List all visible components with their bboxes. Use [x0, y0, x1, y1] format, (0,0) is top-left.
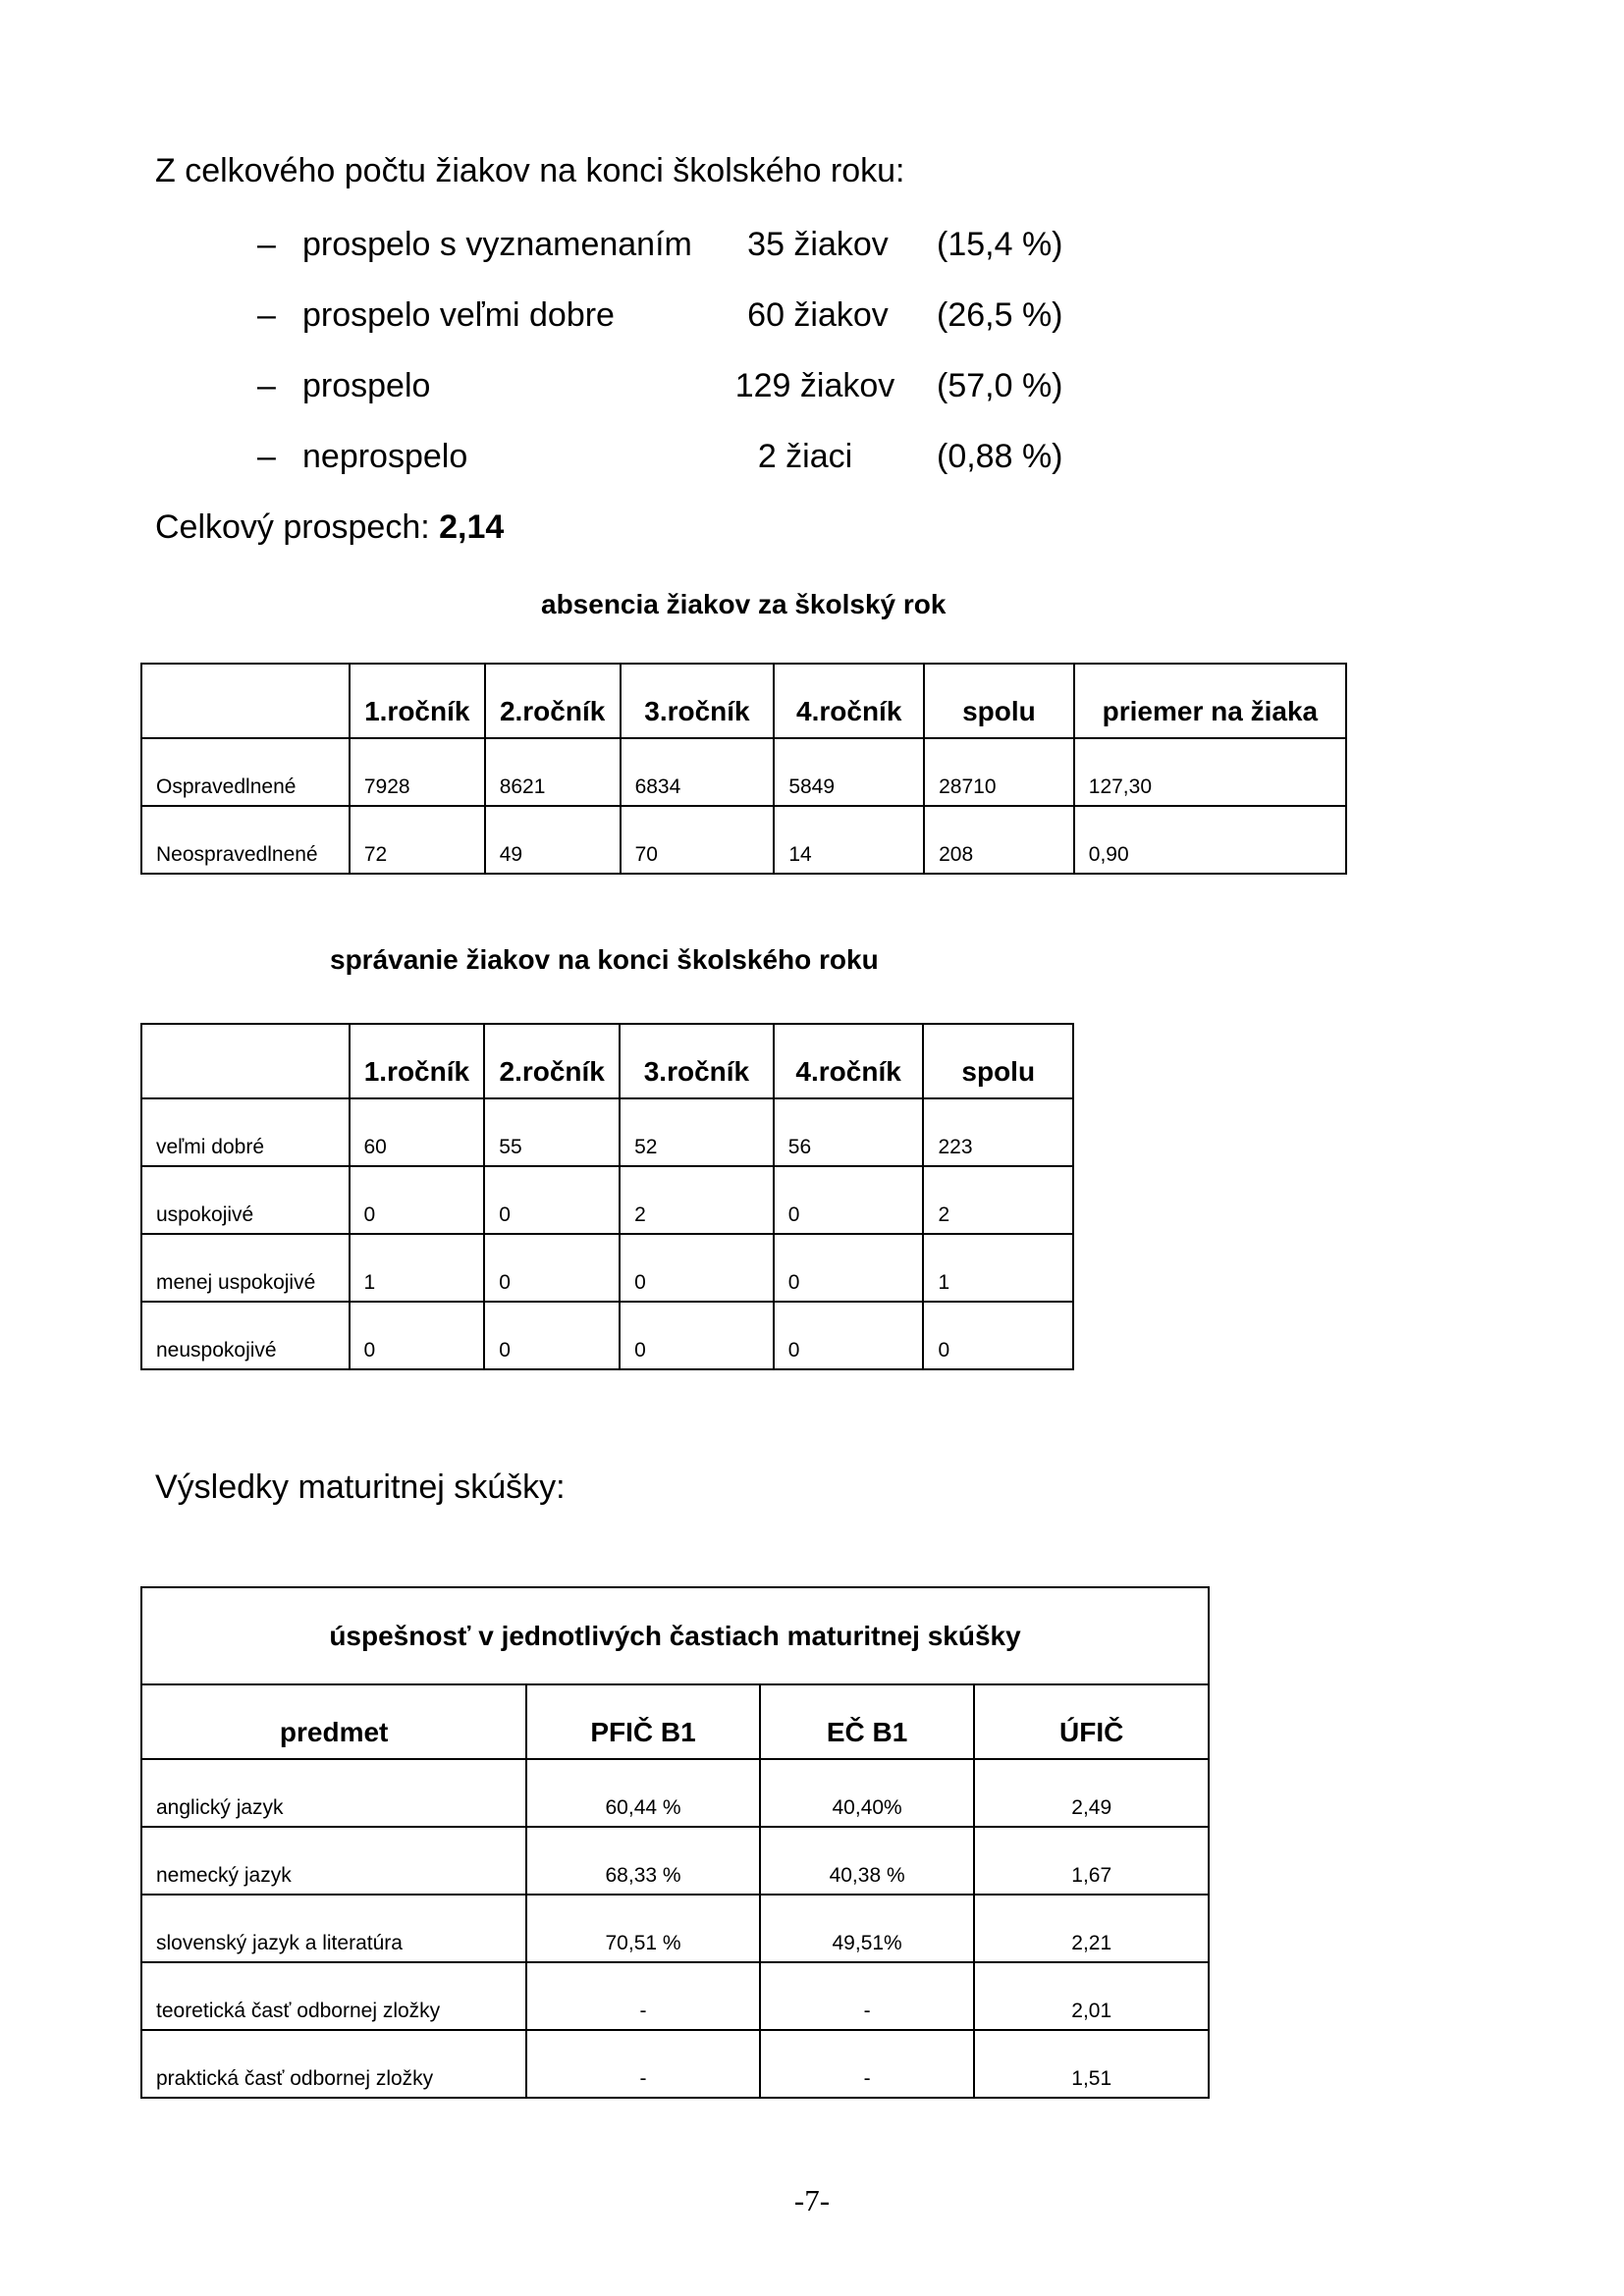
table-cell: 49,51%	[760, 1895, 975, 1962]
table-cell: 14	[774, 806, 924, 874]
header-cell: spolu	[924, 664, 1074, 738]
table-title-row	[141, 1587, 1209, 1684]
table-cell: 2,21	[974, 1895, 1209, 1962]
table-cell: 223	[923, 1098, 1073, 1166]
table-cell: 0	[620, 1234, 774, 1302]
list-dash: –	[257, 367, 276, 404]
table-cell: 70	[621, 806, 775, 874]
table-cell: 1	[923, 1234, 1073, 1302]
table-cell: 72	[350, 806, 485, 874]
table-cell: 0	[774, 1234, 924, 1302]
exam-table-title: úspešnosť v jednotlivých častiach maturitnej skúšky	[141, 1587, 1209, 1684]
header-cell: 4.ročník	[774, 1024, 924, 1098]
table-cell: 2	[620, 1166, 774, 1234]
result-count: 35 žiakov	[747, 226, 889, 263]
table-row	[141, 1166, 1073, 1234]
table-row	[141, 1759, 1209, 1827]
table-cell: 2,01	[974, 1962, 1209, 2030]
header-cell: 2.ročník	[484, 1024, 620, 1098]
behavior-table	[140, 1023, 1074, 1370]
table-cell: 68,33 %	[526, 1827, 760, 1895]
overall-grade	[155, 508, 504, 547]
list-dash: –	[257, 296, 276, 334]
table-cell: -	[526, 1962, 760, 2030]
header-cell: 1.ročník	[350, 1024, 485, 1098]
result-percent: (0,88 %)	[937, 438, 1063, 475]
result-percent: (15,4 %)	[937, 226, 1063, 263]
header-cell	[141, 664, 350, 738]
row-label: nemecký jazyk	[141, 1827, 526, 1895]
table-cell: 1,51	[974, 2030, 1209, 2098]
row-label: veľmi dobré	[141, 1098, 350, 1166]
result-percent: (57,0 %)	[937, 367, 1063, 404]
header-cell: 3.ročník	[621, 664, 775, 738]
table-cell: 28710	[924, 738, 1074, 806]
table-cell: 6834	[621, 738, 775, 806]
header-cell: 4.ročník	[774, 664, 924, 738]
table-cell: 60	[350, 1098, 485, 1166]
behavior-caption: správanie žiakov na konci školského roku	[330, 944, 879, 975]
table-cell: 208	[924, 806, 1074, 874]
header-cell: 2.ročník	[485, 664, 621, 738]
table-cell: 0	[484, 1234, 620, 1302]
table-row	[141, 1302, 1073, 1369]
table-cell: 0	[774, 1166, 924, 1234]
table-cell: 56	[774, 1098, 924, 1166]
table-row	[141, 1962, 1209, 2030]
row-label: Neospravedlnené	[141, 806, 350, 874]
table-cell: 0	[620, 1302, 774, 1369]
table-cell: 0	[923, 1302, 1073, 1369]
row-label: neuspokojivé	[141, 1302, 350, 1369]
table-cell: 40,40%	[760, 1759, 975, 1827]
absence-caption: absencia žiakov za školský rok	[541, 589, 947, 619]
intro-text: Z celkového počtu žiakov na konci školského roku:	[155, 152, 905, 189]
page-number: -7-	[793, 2183, 831, 2217]
list-dash: –	[257, 226, 276, 263]
table-row	[141, 1098, 1073, 1166]
table-row	[141, 806, 1346, 874]
table-row	[141, 2030, 1209, 2098]
table-cell: 0	[350, 1166, 485, 1234]
list-dash: –	[257, 438, 276, 475]
result-count: 129 žiakov	[734, 367, 895, 404]
table-cell: 52	[620, 1098, 774, 1166]
header-cell: 3.ročník	[620, 1024, 774, 1098]
table-header-row	[141, 1024, 1073, 1098]
table-cell: 1	[350, 1234, 485, 1302]
table-row	[141, 1895, 1209, 1962]
table-cell: 2	[923, 1166, 1073, 1234]
table-header-row	[141, 1684, 1209, 1759]
table-cell: 0	[484, 1166, 620, 1234]
result-count: 60 žiakov	[747, 296, 889, 334]
absence-table	[140, 663, 1347, 875]
table-cell: -	[760, 1962, 975, 2030]
table-cell: 5849	[774, 738, 924, 806]
table-row	[141, 738, 1346, 806]
table-cell: -	[760, 2030, 975, 2098]
table-cell: 2,49	[974, 1759, 1209, 1827]
header-cell: spolu	[923, 1024, 1073, 1098]
table-row	[141, 1827, 1209, 1895]
row-label: slovenský jazyk a literatúra	[141, 1895, 526, 1962]
table-cell: 40,38 %	[760, 1827, 975, 1895]
result-label: prospelo	[302, 367, 431, 404]
row-label: Ospravedlnené	[141, 738, 350, 806]
exam-table	[140, 1586, 1210, 2099]
result-label: prospelo s vyznamenaním	[302, 226, 692, 263]
table-row	[141, 1234, 1073, 1302]
table-cell: 49	[485, 806, 621, 874]
header-cell: predmet	[141, 1684, 526, 1759]
table-cell: 60,44 %	[526, 1759, 760, 1827]
exam-section-heading: Výsledky maturitnej skúšky:	[155, 1468, 566, 1506]
table-cell: 0,90	[1074, 806, 1346, 874]
header-cell: priemer na žiaka	[1074, 664, 1346, 738]
overall-label: Celkový prospech:	[155, 508, 440, 546]
table-header-row	[141, 664, 1346, 738]
table-cell: 127,30	[1074, 738, 1346, 806]
table-cell: 0	[774, 1302, 924, 1369]
row-label: anglický jazyk	[141, 1759, 526, 1827]
result-label: prospelo veľmi dobre	[302, 296, 615, 334]
header-cell: 1.ročník	[350, 664, 485, 738]
header-cell	[141, 1024, 350, 1098]
table-cell: 55	[484, 1098, 620, 1166]
result-count: 2 žiaci	[757, 438, 853, 475]
table-cell: 8621	[485, 738, 621, 806]
header-cell: PFIČ B1	[526, 1684, 760, 1759]
table-cell: 1,67	[974, 1827, 1209, 1895]
table-cell: -	[526, 2030, 760, 2098]
overall-value: 2,14	[439, 508, 505, 546]
row-label: uspokojivé	[141, 1166, 350, 1234]
table-cell: 70,51 %	[526, 1895, 760, 1962]
row-label: menej uspokojivé	[141, 1234, 350, 1302]
table-cell: 0	[484, 1302, 620, 1369]
table-cell: 0	[350, 1302, 485, 1369]
row-label: praktická časť odbornej zložky	[141, 2030, 526, 2098]
result-percent: (26,5 %)	[937, 296, 1063, 334]
header-cell: EČ B1	[760, 1684, 975, 1759]
result-label: neprospelo	[302, 438, 468, 475]
table-cell: 7928	[350, 738, 485, 806]
row-label: teoretická časť odbornej zložky	[141, 1962, 526, 2030]
header-cell: ÚFIČ	[974, 1684, 1209, 1759]
